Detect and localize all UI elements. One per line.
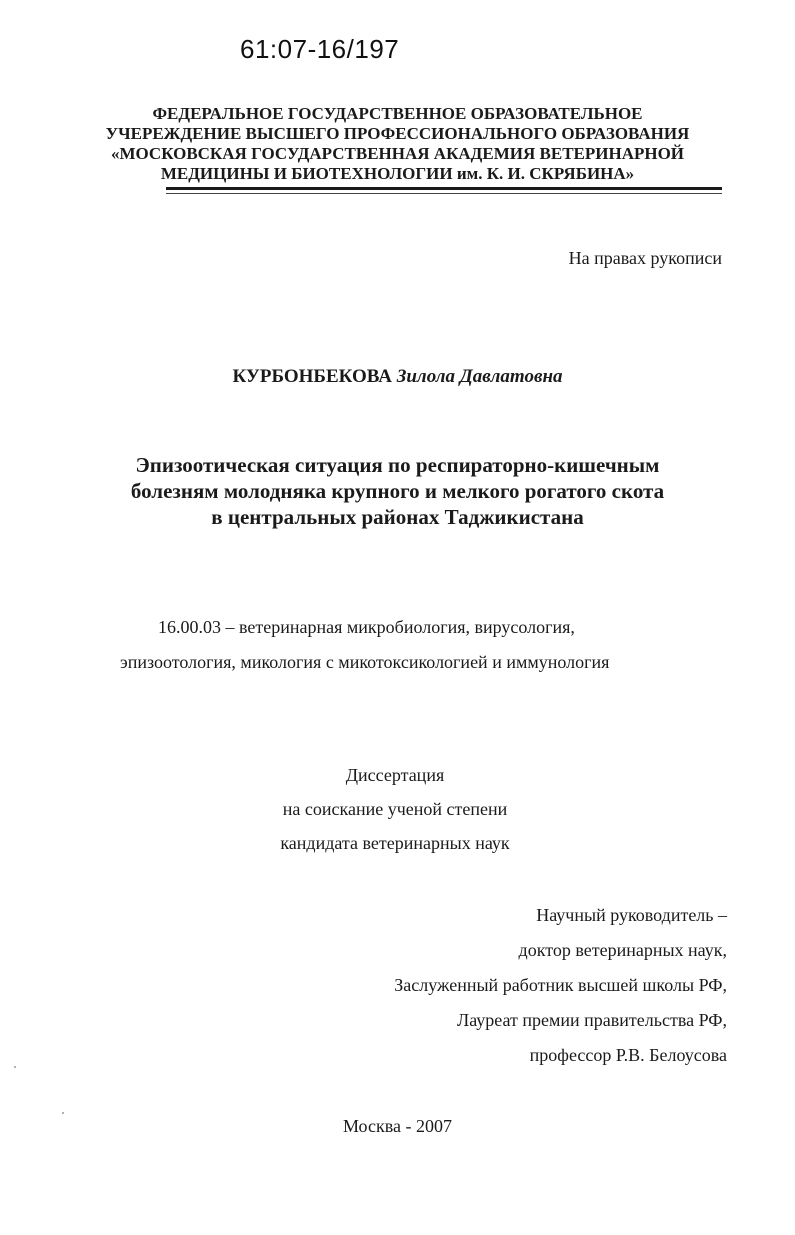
supervisor-line: Заслуженный работник высшей школы РФ, — [394, 975, 727, 995]
header-divider-thin — [166, 193, 722, 194]
institution-line: ФЕДЕРАЛЬНОЕ ГОСУДАРСТВЕННОЕ ОБРАЗОВАТЕЛЬНОЕ — [152, 104, 643, 123]
author-name — [0, 366, 795, 388]
specialty-line: эпизоотология, микология с микотоксикологией и иммунология — [120, 652, 610, 672]
author-given-names: Зилола Давлатовна — [396, 366, 563, 387]
title-line: болезням молодняка крупного и мелкого рогатого скота — [130, 479, 665, 503]
catalog-number: 61:07-16/197 — [240, 34, 400, 64]
supervisor-line: доктор ветеринарных наук, — [518, 940, 727, 960]
institution-line: УЧЕРЕЖДЕНИЕ ВЫСШЕГО ПРОФЕССИОНАЛЬНОГО ОБРАЗОВАНИЯ — [105, 124, 690, 143]
dissertation-line: Диссертация — [345, 765, 445, 785]
scan-speck — [62, 1112, 64, 1114]
author-surname: КУРБОНБЕКОВА — [232, 366, 392, 387]
header-divider — [166, 187, 722, 190]
title-line: в центральных районах Таджикистана — [211, 505, 584, 529]
dissertation-title — [90, 452, 705, 530]
institution-line: МЕДИЦИНЫ И БИОТЕХНОЛОГИИ им. К. И. СКРЯБИНА» — [160, 164, 635, 183]
specialty-line: 16.00.03 – ветеринарная микробиология, вирусология, — [158, 617, 575, 637]
institution-line: «МОСКОВСКАЯ ГОСУДАРСТВЕННАЯ АКАДЕМИЯ ВЕТЕРИНАРНОЙ — [110, 144, 685, 163]
rights-note: На правах рукописи — [568, 248, 722, 268]
supervisor-line: Научный руководитель – — [536, 905, 727, 925]
scan-speck — [14, 1066, 16, 1068]
dissertation-line: на соискание ученой степени — [282, 799, 508, 819]
supervisor-line: профессор Р.В. Белоусова — [529, 1045, 727, 1065]
supervisor-line: Лауреат премии правительства РФ, — [457, 1010, 727, 1030]
institution-header — [30, 104, 765, 184]
dissertation-info — [220, 758, 570, 860]
city-year: Москва - 2007 — [343, 1116, 452, 1136]
dissertation-line: кандидата ветеринарных наук — [280, 833, 510, 853]
title-line: Эпизоотическая ситуация по респираторно-кишечным — [135, 453, 660, 477]
supervisor-block — [307, 898, 727, 1073]
